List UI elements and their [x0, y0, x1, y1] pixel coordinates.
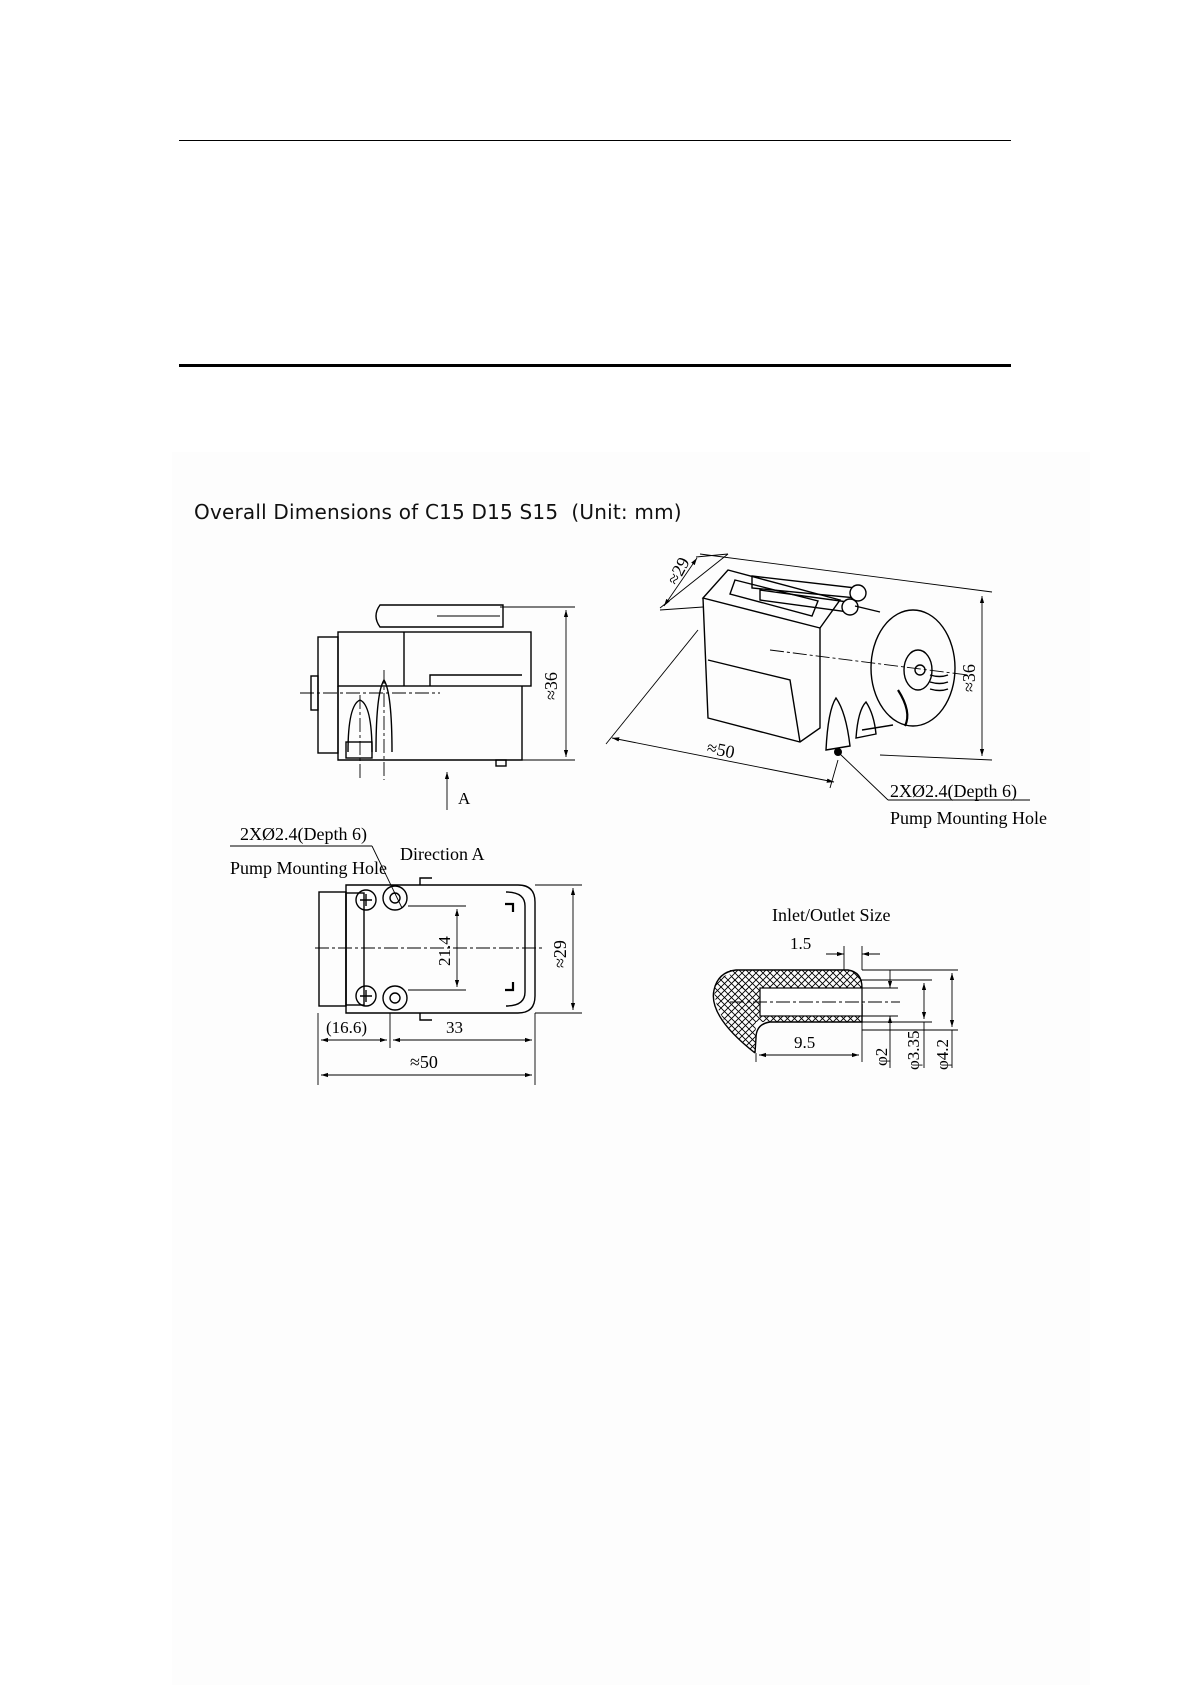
iso-hole-label: Pump Mounting Hole [890, 808, 1048, 828]
iso-view [606, 554, 1047, 828]
iso-length-dim: ≈50 [705, 737, 737, 763]
side-view [300, 605, 575, 810]
port-title: Inlet/Outlet Size [772, 905, 891, 925]
mid-dia-dim: φ3.35 [904, 1030, 923, 1070]
inner-dia-dim: φ2 [872, 1047, 891, 1066]
iso-hole-spec: 2XØ2.4(Depth 6) [890, 781, 1017, 801]
side-height-dim: ≈36 [541, 672, 561, 700]
barb-length-dim: 9.5 [794, 1033, 816, 1052]
bottom-width-dim: ≈29 [550, 940, 570, 968]
tip-length-dim: 1.5 [790, 934, 812, 953]
total-dim: ≈50 [410, 1052, 438, 1072]
direction-a-label: Direction A [400, 844, 485, 864]
outer-dia-dim: φ4.2 [933, 1038, 952, 1070]
iso-height-dim: ≈36 [959, 664, 979, 692]
offset-dim: (16.6) [326, 1018, 368, 1037]
bottom-hole-spec: 2XØ2.4(Depth 6) [240, 824, 367, 844]
port-detail [713, 905, 958, 1070]
bottom-hole-label: Pump Mounting Hole [230, 858, 388, 878]
body-dim: 33 [446, 1018, 463, 1037]
page-title: Overall Dimensions of C15 D15 S15 (Unit: mm) [194, 500, 682, 524]
hole-spacing-dim: 21.4 [435, 936, 454, 966]
view-a-label: A [458, 789, 471, 808]
iso-depth-dim: ≈29 [662, 553, 694, 588]
bottom-view [230, 824, 582, 1085]
